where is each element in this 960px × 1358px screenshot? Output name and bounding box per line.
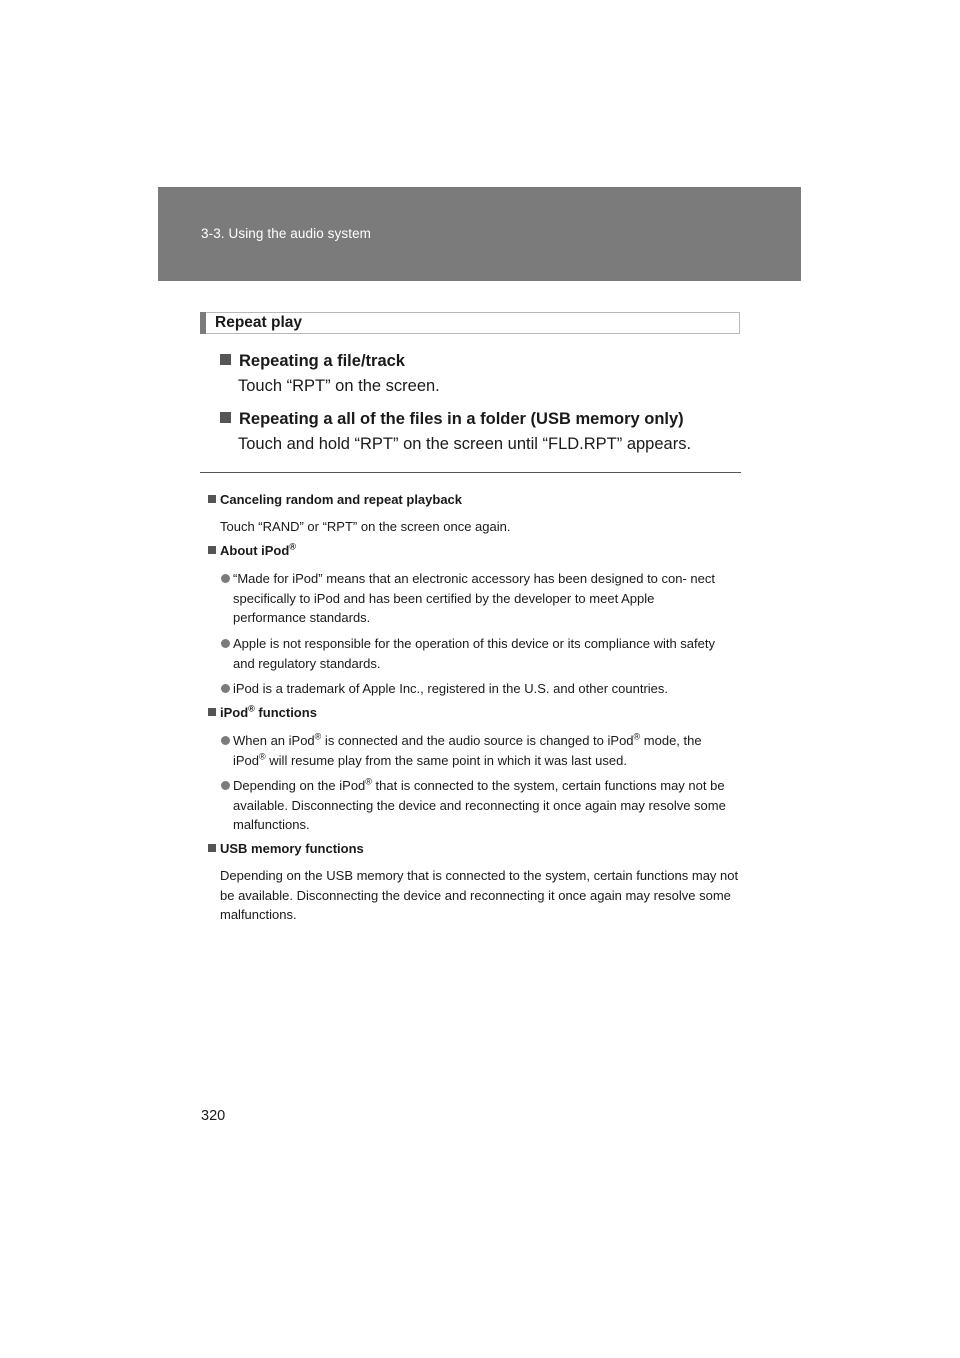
round-bullet-icon — [221, 639, 230, 648]
square-bullet-icon — [208, 844, 216, 852]
list-item: Apple is not responsible for the operation of this device or its compliance with safety and regulatory standards. — [221, 634, 729, 673]
note-heading-usb: USB memory functions — [208, 841, 364, 856]
list-item: “Made for iPod” means that an electronic accessory has been designed to con- nect specifically to iPod and has been certified by the developer to meet Apple performance standards. — [221, 569, 729, 628]
square-bullet-icon — [220, 354, 231, 365]
section-title-box — [200, 312, 740, 334]
divider-rule — [200, 472, 741, 473]
list-item: Depending on the iPod® that is connected to the system, certain functions may not be available. Disconnecting the device and reconnecting it once again may resolve some malfunctions. — [221, 776, 729, 835]
round-bullet-icon — [221, 781, 230, 790]
step-heading-repeat-track: Repeating a file/track — [220, 352, 405, 371]
round-bullet-icon — [221, 684, 230, 693]
square-bullet-icon — [220, 412, 231, 423]
step-body-repeat-track: Touch “RPT” on the screen. — [238, 377, 440, 395]
section-breadcrumb: 3-3. Using the audio system — [201, 226, 372, 241]
step-heading-repeat-folder: Repeating a all of the files in a folder (USB memory only) — [220, 410, 684, 429]
page-number: 320 — [201, 1108, 226, 1124]
section-title-bar — [200, 312, 206, 334]
round-bullet-icon — [221, 574, 230, 583]
note-heading-ipod-functions: iPod® functions — [208, 705, 317, 720]
step-body-repeat-folder: Touch and hold “RPT” on the screen until “FLD.RPT” appears. — [238, 435, 692, 453]
square-bullet-icon — [208, 495, 216, 503]
round-bullet-icon — [221, 736, 230, 745]
note-body-usb: Depending on the USB memory that is connected to the system, certain functions may not be available. Disconnecting the device and reconnecting it once again may resolve some malfunctions. — [220, 868, 739, 922]
note-heading-about-ipod: About iPod® — [208, 543, 296, 558]
list-item: When an iPod® is connected and the audio source is changed to iPod® mode, the iPod® will resume play from the same point in which it was last used. — [221, 731, 729, 770]
square-bullet-icon — [208, 708, 216, 716]
note-heading-canceling: Canceling random and repeat playback — [208, 492, 462, 507]
square-bullet-icon — [208, 546, 216, 554]
list-item: iPod is a trademark of Apple Inc., registered in the U.S. and other countries. — [221, 679, 729, 699]
note-body-canceling: Touch “RAND” or “RPT” on the screen once again. — [220, 519, 511, 534]
section-title: Repeat play — [215, 314, 303, 331]
